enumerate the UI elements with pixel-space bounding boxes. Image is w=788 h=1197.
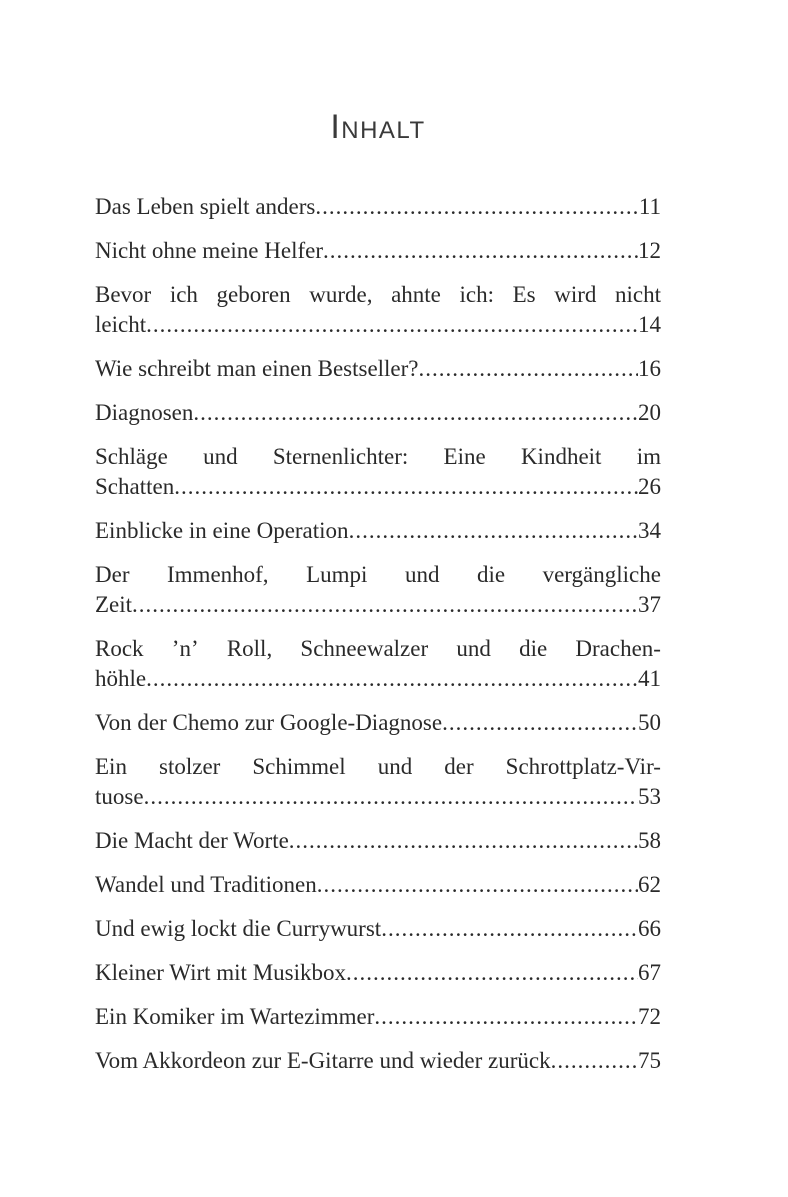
toc-entry-title: Nicht ohne meine Helfer xyxy=(95,238,323,263)
toc-page-number: 11 xyxy=(638,194,661,219)
toc-entry-title: Die Macht der Worte xyxy=(95,828,289,853)
dot-leader xyxy=(315,192,639,222)
toc-entry-title: tuose xyxy=(95,784,144,809)
dot-leader xyxy=(442,708,638,738)
toc-entry-title-line: Ein stolzer Schimmel und der Schrottplatz-Vir- xyxy=(95,754,661,779)
toc-page-number: 66 xyxy=(638,916,661,941)
toc-entry[interactable] xyxy=(95,708,661,738)
toc-entry[interactable] xyxy=(95,398,661,428)
toc-entry-title: Wie schreibt man einen Bestseller? xyxy=(95,356,419,381)
dot-leader xyxy=(193,398,638,428)
toc-entry-title: Vom Akkordeon zur E-Gitarre und wieder zurück xyxy=(95,1048,551,1073)
toc-page-number: 34 xyxy=(638,518,661,543)
toc-entry[interactable] xyxy=(95,192,661,222)
dot-leader xyxy=(132,590,638,620)
toc-entry[interactable] xyxy=(95,280,661,340)
toc-entry[interactable] xyxy=(95,634,661,694)
toc-page-number: 41 xyxy=(638,666,661,691)
dot-leader xyxy=(317,870,638,900)
toc-entry[interactable] xyxy=(95,958,661,988)
toc-entry-title-line: Bevor ich geboren wurde, ahnte ich: Es wird nicht xyxy=(95,282,661,307)
page-title: Inhalt xyxy=(330,108,426,146)
toc-entry-title-line: Rock ’n’ Roll, Schneewalzer und die Drachen- xyxy=(95,636,661,661)
dot-leader xyxy=(381,914,638,944)
toc-entry-title: Von der Chemo zur Google-Diagnose xyxy=(95,710,443,735)
toc-entry-title: Wandel und Traditionen xyxy=(95,872,317,897)
dot-leader xyxy=(146,664,638,694)
toc-page-number: 12 xyxy=(638,238,661,263)
toc-entry[interactable] xyxy=(95,236,661,266)
toc-entry[interactable] xyxy=(95,914,661,944)
toc-entry-title: Kleiner Wirt mit Musikbox xyxy=(95,960,346,985)
toc-entry[interactable] xyxy=(95,870,661,900)
dot-leader xyxy=(374,1002,638,1032)
dot-leader xyxy=(323,236,638,266)
dot-leader xyxy=(174,472,638,502)
toc-entry[interactable] xyxy=(95,354,661,384)
toc-entry-title: Einblicke in eine Operation xyxy=(95,518,349,543)
dot-leader xyxy=(289,826,638,856)
table-of-contents xyxy=(95,192,661,1090)
toc-entry-title: Zeit xyxy=(95,592,133,617)
toc-page-number: 75 xyxy=(638,1048,661,1073)
toc-page-number: 53 xyxy=(638,784,661,809)
toc-page-number: 67 xyxy=(638,960,661,985)
toc-entry-title: Ein Komiker im Wartezimmer xyxy=(95,1004,375,1029)
toc-entry-title: Und ewig lockt die Currywurst xyxy=(95,916,382,941)
toc-entry[interactable] xyxy=(95,516,661,546)
toc-page-number: 58 xyxy=(638,828,661,853)
toc-entry-title: höhle xyxy=(95,666,147,691)
toc-entry[interactable] xyxy=(95,1002,661,1032)
toc-page-number: 20 xyxy=(638,400,661,425)
toc-entry-title: Diagnosen xyxy=(95,400,194,425)
toc-entry[interactable] xyxy=(95,1046,661,1076)
toc-entry-title: leicht xyxy=(95,312,147,337)
toc-entry-title-line: Der Immenhof, Lumpi und die vergängliche xyxy=(95,562,661,587)
toc-entry-title-line: Schläge und Sternenlichter: Eine Kindheit im xyxy=(95,444,661,469)
toc-entry[interactable] xyxy=(95,826,661,856)
toc-page-number: 37 xyxy=(638,592,661,617)
dot-leader xyxy=(419,354,638,384)
toc-entry[interactable] xyxy=(95,442,661,502)
toc-page-number: 50 xyxy=(638,710,661,735)
toc-entry-title: Das Leben spielt anders xyxy=(95,194,316,219)
dot-leader xyxy=(346,958,638,988)
toc-page-number: 26 xyxy=(638,474,661,499)
toc-entry[interactable] xyxy=(95,752,661,812)
dot-leader xyxy=(144,782,638,812)
dot-leader xyxy=(349,516,638,546)
dot-leader xyxy=(551,1046,638,1076)
toc-page-number: 16 xyxy=(638,356,661,381)
toc-entry[interactable] xyxy=(95,560,661,620)
toc-page-number: 14 xyxy=(638,312,661,337)
toc-entry-title: Schatten xyxy=(95,474,175,499)
dot-leader xyxy=(146,310,638,340)
toc-page-number: 62 xyxy=(638,872,661,897)
toc-page-number: 72 xyxy=(638,1004,661,1029)
